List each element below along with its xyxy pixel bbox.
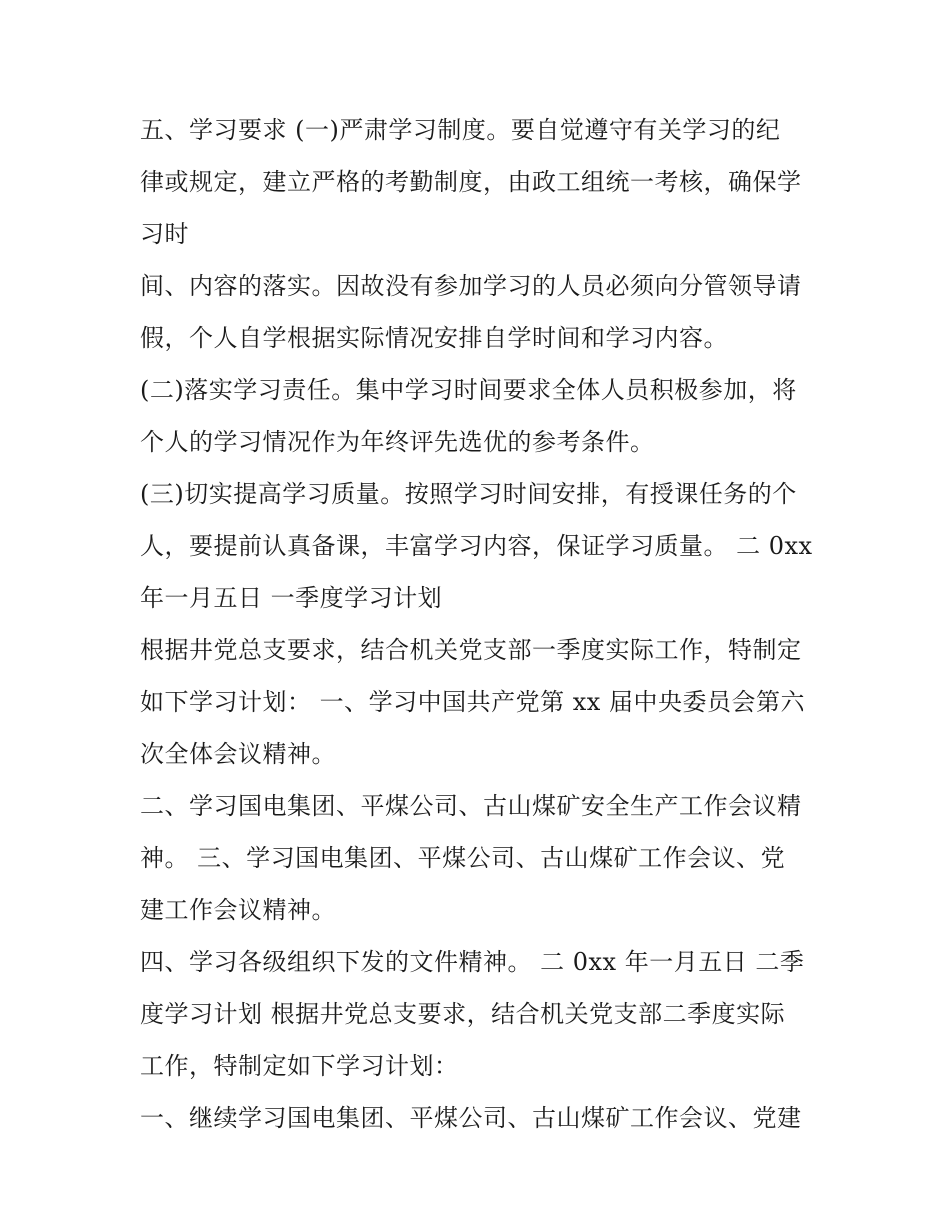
text-line-19: 工作，特制定如下学习计划： xyxy=(140,1052,459,1080)
document-body xyxy=(140,104,830,1144)
text-line-14: 二、学习国电集团、平煤公司、古山煤矿安全生产工作会议精 xyxy=(140,792,802,820)
text-line-3: 习时 xyxy=(140,220,189,248)
text-line-17: 四、学习各级组织下发的文件精神。 二 0xx 年一月五日 二季 xyxy=(140,948,805,976)
text-line-11: 根据井党总支要求，结合机关党支部一季度实际工作，特制定 xyxy=(140,636,802,664)
text-line-10: 年一月五日 一季度学习计划 xyxy=(140,584,443,612)
text-line-15: 神。 三、学习国电集团、平煤公司、古山煤矿工作会议、党 xyxy=(140,844,786,872)
text-line-16: 建工作会议精神。 xyxy=(140,896,336,924)
text-line-4: 间、内容的落实。因故没有参加学习的人员必须向分管领导请 xyxy=(140,272,802,300)
text-line-12: 如下学习计划： 一、学习中国共产党第 xx 届中央委员会第六 xyxy=(140,688,805,716)
text-line-8: (三)切实提高学习质量。按照学习时间安排，有授课任务的个 xyxy=(140,480,797,508)
text-line-1: 五、学习要求 (一)严肃学习制度。要自觉遵守有关学习的纪 xyxy=(140,116,781,144)
text-line-18: 度学习计划 根据井党总支要求，结合机关党支部二季度实际 xyxy=(140,1000,786,1028)
text-line-7: 个人的学习情况作为年终评先选优的参考条件。 xyxy=(140,428,655,456)
text-line-5: 假，个人自学根据实际情况安排自学时间和学习内容。 xyxy=(140,324,728,352)
text-line-9: 人，要提前认真备课，丰富学习内容，保证学习质量。 二 0xx xyxy=(140,532,813,560)
text-line-20: 一、继续学习国电集团、平煤公司、古山煤矿工作会议、党建 xyxy=(140,1104,802,1132)
text-line-6: (二)落实学习责任。集中学习时间要求全体人员积极参加，将 xyxy=(140,376,797,404)
text-line-13: 次全体会议精神。 xyxy=(140,740,336,768)
text-line-2: 律或规定，建立严格的考勤制度，由政工组统一考核，确保学 xyxy=(140,168,802,196)
